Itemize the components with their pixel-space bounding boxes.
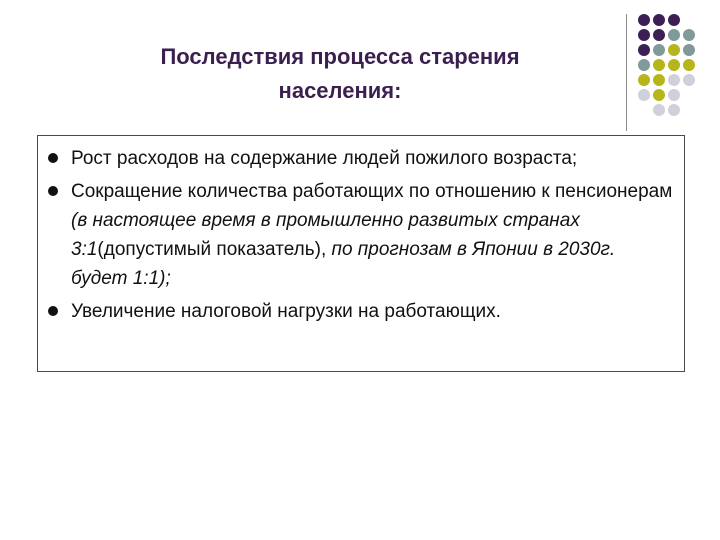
bullet-text: Сокращение количества работающих по отношению к пенсионерам [71, 181, 673, 202]
decorative-dot [638, 44, 650, 56]
decorative-dot [653, 89, 665, 101]
decorative-dot [668, 89, 680, 101]
bullet-text-italic: по прогнозам в Японии в 2030г. будет 1:1); [71, 239, 616, 289]
bullet-item [38, 177, 674, 293]
decorative-dot [653, 74, 665, 86]
decorative-dot [683, 74, 695, 86]
decorative-dot [668, 44, 680, 56]
decorative-dot [653, 104, 665, 116]
bullet-text-italic: (в настоящее время в промышленно развитых странах 3:1 [71, 210, 580, 260]
decorative-dot-grid [638, 14, 716, 118]
bullet-text: Увеличение налоговой нагрузки на работающих. [71, 301, 501, 322]
decorative-dot [653, 44, 665, 56]
decorative-dot [668, 14, 680, 26]
decorative-dot [683, 44, 695, 56]
bullet-text: Рост расходов на содержание людей пожилого возраста; [71, 148, 578, 169]
slide-title-line-1: Последствия процесса старения [160, 44, 520, 69]
slide-title [60, 40, 620, 108]
decorative-divider [626, 14, 627, 131]
slide-title-line-2: населения: [278, 78, 402, 103]
decorative-dot [638, 74, 650, 86]
decorative-dot [638, 29, 650, 41]
decorative-dot [638, 59, 650, 71]
bullet-item [38, 297, 674, 326]
bullet-icon [48, 153, 58, 163]
decorative-dot [653, 29, 665, 41]
decorative-dot [668, 74, 680, 86]
decorative-dot [638, 14, 650, 26]
bullet-icon [48, 186, 58, 196]
decorative-dot [668, 59, 680, 71]
decorative-dot [638, 89, 650, 101]
decorative-dot [653, 14, 665, 26]
decorative-dot [653, 59, 665, 71]
content-box [37, 135, 685, 372]
decorative-dot [683, 29, 695, 41]
decorative-dot [668, 29, 680, 41]
decorative-dot [683, 59, 695, 71]
bullet-icon [48, 306, 58, 316]
bullet-list [38, 136, 684, 326]
bullet-item [38, 144, 674, 173]
bullet-text: (допустимый показатель), [97, 239, 332, 260]
decorative-dot [668, 104, 680, 116]
